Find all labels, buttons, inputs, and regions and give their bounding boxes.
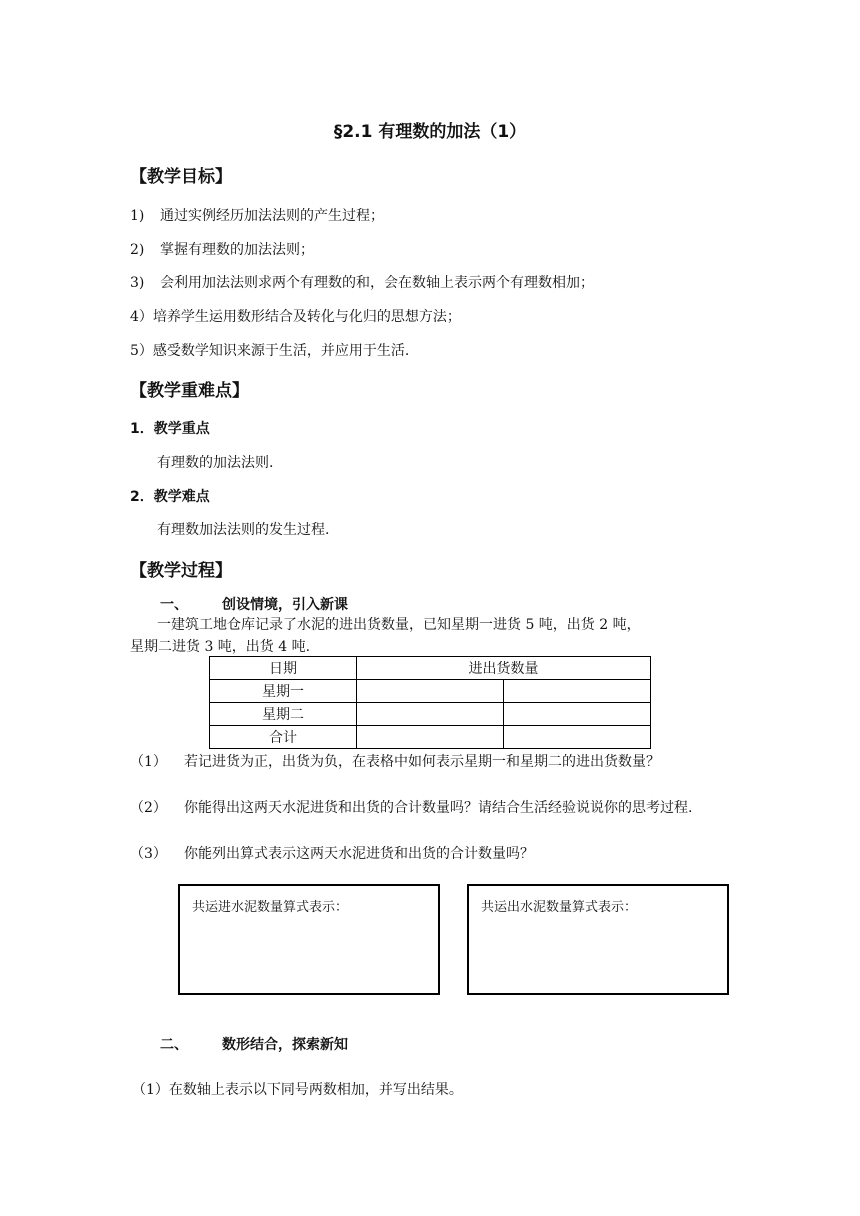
objective-num: 3): [130, 275, 145, 291]
objective-item-5: [130, 340, 409, 360]
table-cell: [504, 703, 651, 726]
keypoints-heading: 【教学重难点】: [130, 381, 249, 401]
question-number: （1）: [130, 754, 167, 770]
part1-title: 创设情境，引入新课: [222, 597, 348, 613]
objective-item-2: [130, 239, 314, 259]
table-cell: [504, 726, 651, 749]
objectives-heading: 【教学目标】: [130, 167, 232, 187]
table-row-label: 合计: [210, 726, 357, 749]
table-header-row: [210, 657, 651, 680]
table-row: [210, 726, 651, 749]
cement-out-answer-box[interactable]: [467, 884, 729, 995]
part1-number: 一、: [160, 597, 188, 613]
goods-table: [209, 656, 651, 749]
focus-title: 1．教学重点: [130, 421, 210, 437]
objective-item-4: [130, 306, 461, 326]
process-heading: 【教学过程】: [130, 561, 232, 581]
part2-number: 二、: [160, 1037, 188, 1053]
table-header-date: 日期: [210, 657, 357, 680]
table-row-label: 星期二: [210, 703, 357, 726]
question-number: （2）: [130, 800, 167, 816]
question-text: 你能列出算式表示这两天水泥进货和出货的合计数量吗？: [184, 846, 534, 862]
difficulty-title: 2．教学难点: [130, 489, 210, 505]
objective-num: 4）: [130, 309, 153, 325]
cement-in-label: 共运进水泥数量算式表示：: [192, 900, 349, 915]
table-row-label: 星期一: [210, 680, 357, 703]
table-cell: [357, 703, 504, 726]
table-row: [210, 680, 651, 703]
table-row: [210, 703, 651, 726]
objective-num: 5）: [130, 343, 153, 359]
part1-intro-line2: 星期二进货 3 吨，出货 4 吨.: [130, 639, 311, 655]
table-cell: [357, 726, 504, 749]
objective-item-1: [130, 205, 384, 225]
part2-title: 数形结合，探索新知: [222, 1037, 348, 1053]
objective-text: 掌握有理数的加法法则；: [160, 242, 314, 258]
objective-text: 通过实例经历加法法则的产生过程；: [160, 208, 384, 224]
part2-task: （1）在数轴上表示以下同号两数相加，并写出结果。: [132, 1082, 463, 1098]
objective-text: 培养学生运用数形结合及转化与化归的思想方法；: [152, 309, 461, 325]
table-header-quantity: 进出货数量: [357, 657, 651, 680]
cement-out-label: 共运出水泥数量算式表示：: [481, 900, 638, 915]
document-title: §2.1 有理数的加法（1）: [333, 122, 527, 142]
table-cell: [357, 680, 504, 703]
part1-intro-line1: 一建筑工地仓库记录了水泥的进出货数量，已知星期一进货 5 吨，出货 2 吨，: [157, 617, 641, 633]
objective-text: 会利用加法法则求两个有理数的和，会在数轴上表示两个有理数相加；: [160, 275, 594, 291]
objective-text: 感受数学知识来源于生活，并应用于生活.: [152, 343, 410, 359]
objective-item-3: [130, 272, 594, 292]
difficulty-text: 有理数加法法则的发生过程.: [157, 522, 330, 538]
objective-num: 2): [130, 242, 145, 258]
table-cell: [504, 680, 651, 703]
question-number: （3）: [130, 846, 167, 862]
objective-num: 1): [130, 208, 145, 224]
cement-in-answer-box[interactable]: [178, 884, 440, 995]
question-text: 你能得出这两天水泥进货和出货的合计数量吗？请结合生活经验说说你的思考过程.: [184, 800, 693, 816]
question-text: 若记进货为正，出货为负，在表格中如何表示星期一和星期二的进出货数量？: [184, 754, 660, 770]
focus-text: 有理数的加法法则.: [157, 455, 274, 471]
